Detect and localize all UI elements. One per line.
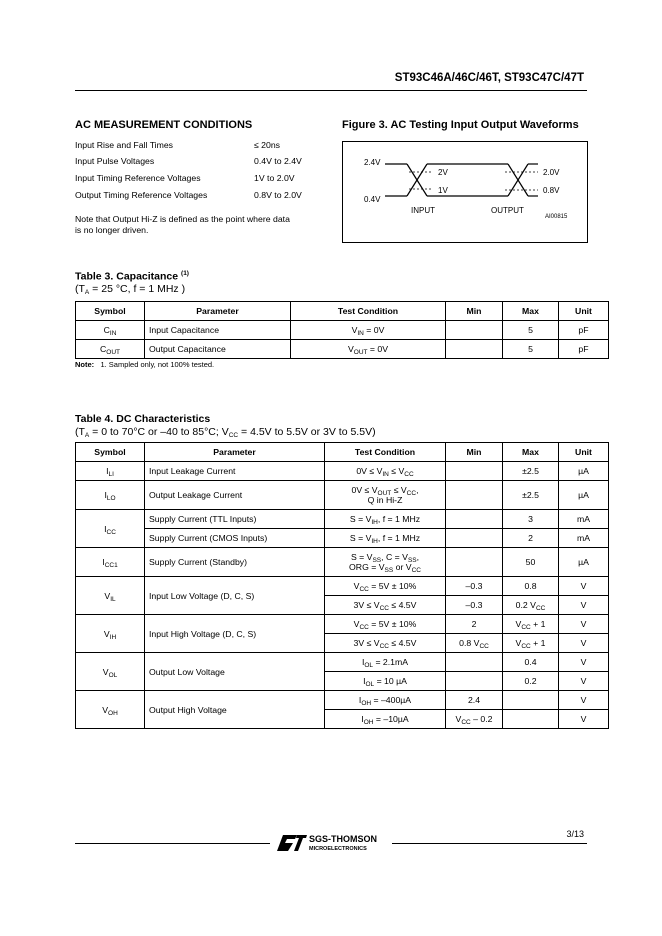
cell-unit: V — [559, 634, 609, 653]
input-ref-high-label: 2V — [438, 168, 448, 177]
table-row — [76, 691, 609, 710]
ac-condition-label: Input Rise and Fall Times — [75, 140, 174, 150]
cell-max: $V_{CC} + 1$ — [503, 634, 559, 653]
cell-unit: mA — [559, 529, 609, 548]
ac-condition-row — [75, 190, 335, 202]
ac-condition-value: 1V to 2.0V — [254, 173, 295, 183]
cell-min — [446, 548, 503, 577]
figure3-title: Figure 3. AC Testing Input Output Waveforms — [342, 119, 579, 131]
table-row — [76, 615, 609, 634]
cell-symbol: $I_{CC}$ — [76, 510, 145, 548]
dc-characteristics-table — [75, 442, 609, 729]
input-ref-low-label: 1V — [438, 186, 448, 195]
cell-test-condition: $I_{OH} = -400\mu A$ — [325, 691, 446, 710]
cell-min: –0.3 — [446, 596, 503, 615]
ac-condition-label: Input Timing Reference Voltages — [75, 173, 201, 183]
logo-top-text: SGS-THOMSON — [309, 834, 378, 844]
header-min: Min — [446, 302, 503, 321]
header-rule — [75, 90, 587, 91]
cell-parameter: Input Capacitance — [145, 321, 291, 340]
cell-symbol: $I_{LI}$ — [76, 462, 145, 481]
ac-condition-row — [75, 140, 335, 152]
cell-parameter: Output Capacitance — [145, 340, 291, 359]
company-logo — [275, 833, 387, 853]
cell-unit: V — [559, 596, 609, 615]
table-row — [76, 510, 609, 529]
cell-test-condition: $0V \le V_{IN} \le V_{CC}$ — [325, 462, 446, 481]
v-high-label: 2.4V — [364, 158, 381, 167]
cell-test-condition: $I_{OL} = 2.1mA$ — [325, 653, 446, 672]
cell-min — [446, 653, 503, 672]
cell-parameter: Input High Voltage (D, C, S) — [145, 615, 325, 653]
output-ref-low-label: 0.8V — [543, 186, 560, 195]
table3-note: Note: 1. Sampled only, not 100% tested. — [75, 360, 215, 369]
cell-unit: pF — [559, 340, 609, 359]
table3-title — [75, 270, 189, 283]
st-logo-icon — [275, 833, 387, 853]
cell-min: $V_{CC} - 0.2$ — [446, 710, 503, 729]
cell-unit: V — [559, 653, 609, 672]
header-unit: Unit — [559, 443, 609, 462]
cell-unit: V — [559, 710, 609, 729]
cell-test-condition: $V_{OUT} = 0V$ — [291, 340, 446, 359]
cell-unit: mA — [559, 510, 609, 529]
cell-test-condition: $V_{CC} = 5V \pm 10\%$ — [325, 615, 446, 634]
table-row — [76, 529, 609, 548]
v-low-label: 0.4V — [364, 195, 381, 204]
header-parameter: Parameter — [145, 302, 291, 321]
cell-unit: µA — [559, 481, 609, 510]
cell-max: ±2.5 — [503, 481, 559, 510]
cell-symbol: $V_{IL}$ — [76, 577, 145, 615]
cell-symbol: $C_{IN}$ — [76, 321, 145, 340]
cell-test-condition: $V_{IN} = 0V$ — [291, 321, 446, 340]
cell-max: ±2.5 — [503, 462, 559, 481]
table3-conditions: ($T_A = 25$ °C, f = 1 MHz ) — [75, 283, 186, 296]
ac-condition-value: ≤ 20ns — [254, 140, 281, 150]
header-test-condition: Test Condition — [325, 443, 446, 462]
table3-title-text: Table 3. Capacitance — [75, 270, 179, 283]
table-header-row — [76, 443, 609, 462]
logo-bottom-text: MICROELECTRONICS — [309, 846, 367, 852]
cell-parameter: Output Low Voltage — [145, 653, 325, 691]
hi-z-note — [75, 214, 290, 235]
cell-symbol: $V_{OH}$ — [76, 691, 145, 729]
cell-max: $V_{CC} + 1$ — [503, 615, 559, 634]
table-row — [76, 340, 609, 359]
cell-max: 0.2 — [503, 672, 559, 691]
cell-unit: V — [559, 672, 609, 691]
cell-min: 0.8 $V_{CC}$ — [446, 634, 503, 653]
ac-condition-value: 0.8V to 2.0V — [254, 190, 302, 200]
cell-parameter: Input Low Voltage (D, C, S) — [145, 577, 325, 615]
header-test-condition: Test Condition — [291, 302, 446, 321]
header-max: Max — [503, 302, 559, 321]
cell-min: 2 — [446, 615, 503, 634]
table-row — [76, 577, 609, 596]
cell-parameter: Supply Current (TTL Inputs) — [145, 510, 325, 529]
output-ref-high-label: 2.0V — [543, 168, 560, 177]
capacitance-table — [75, 301, 609, 359]
cell-max — [503, 691, 559, 710]
cell-test-condition: $0V \le V_{OUT} \le V_{CC}$, Q in Hi-Z — [325, 481, 446, 510]
cell-parameter: Input Leakage Current — [145, 462, 325, 481]
cell-max: 5 — [503, 340, 559, 359]
ac-condition-row — [75, 173, 335, 185]
cell-test-condition: $S = V_{IH}$, f = 1 MHz — [325, 529, 446, 548]
ac-condition-value: 0.4V to 2.4V — [254, 156, 302, 166]
cell-max: 2 — [503, 529, 559, 548]
hi-z-note-line: Note that Output Hi-Z is defined as the point where data — [75, 214, 290, 224]
ac-conditions-title: AC MEASUREMENT CONDITIONS — [75, 119, 253, 131]
cell-unit: µA — [559, 462, 609, 481]
cell-min — [446, 481, 503, 510]
figure-code: AI00815 — [545, 214, 568, 220]
cell-min — [446, 340, 503, 359]
cell-min — [446, 321, 503, 340]
cell-symbol: $I_{CC1}$ — [76, 548, 145, 577]
cell-test-condition: $I_{OL} = 10$ µA — [325, 672, 446, 691]
cell-min — [446, 672, 503, 691]
cell-unit: V — [559, 615, 609, 634]
cell-test-condition: $3V \le V_{CC} \le 4.5V$ — [325, 634, 446, 653]
table-row — [76, 481, 609, 510]
table4-title: Table 4. DC Characteristics — [75, 413, 211, 425]
page-header-title: ST93C46A/46C/46T, ST93C47C/47T — [394, 72, 584, 84]
header-min: Min — [446, 443, 503, 462]
cell-max: 3 — [503, 510, 559, 529]
cell-unit: µA — [559, 548, 609, 577]
cell-unit: V — [559, 577, 609, 596]
cell-min: 2.4 — [446, 691, 503, 710]
waveform-diagram — [343, 142, 587, 242]
table-header-row — [76, 302, 609, 321]
cell-max — [503, 710, 559, 729]
cell-min: –0.3 — [446, 577, 503, 596]
cell-min — [446, 510, 503, 529]
header-max: Max — [503, 443, 559, 462]
ac-condition-label: Input Pulse Voltages — [75, 156, 155, 166]
ac-condition-label: Output Timing Reference Voltages — [75, 190, 208, 200]
cell-max: 0.2 $V_{CC}$ — [503, 596, 559, 615]
hi-z-note-line: is no longer driven. — [75, 224, 149, 235]
header-symbol: Symbol — [76, 302, 145, 321]
cell-test-condition: $3V \le V_{CC} \le 4.5V$ — [325, 596, 446, 615]
cell-parameter: Supply Current (Standby) — [145, 548, 325, 577]
cell-unit: V — [559, 691, 609, 710]
cell-symbol: $I_{LO}$ — [76, 481, 145, 510]
table-row — [76, 548, 609, 577]
cell-min — [446, 462, 503, 481]
cell-max: 0.8 — [503, 577, 559, 596]
input-waveform-label: INPUT — [411, 206, 435, 215]
cell-test-condition: $I_{OH} = -10\mu A$ — [325, 710, 446, 729]
cell-symbol: $V_{IH}$ — [76, 615, 145, 653]
cell-test-condition: $V_{CC} = 5V \pm 10\%$ — [325, 577, 446, 596]
cell-symbol: $V_{OL}$ — [76, 653, 145, 691]
header-symbol: Symbol — [76, 443, 145, 462]
cell-symbol: $C_{OUT}$ — [76, 340, 145, 359]
table-row — [76, 321, 609, 340]
cell-unit: pF — [559, 321, 609, 340]
page-number: 3/13 — [566, 829, 584, 839]
output-waveform-label: OUTPUT — [491, 206, 524, 215]
cell-test-condition: $S = V_{SS}$, $C = V_{SS}$, ORG = $V_{SS}$ or $V_{CC}$ — [325, 548, 446, 577]
cell-parameter: Output Leakage Current — [145, 481, 325, 510]
footer-rule-right — [392, 843, 587, 844]
table-row — [76, 653, 609, 672]
table-row — [76, 462, 609, 481]
cell-max: 0.4 — [503, 653, 559, 672]
cell-max: 50 — [503, 548, 559, 577]
table4-conditions: ($T_A = 0$ to 70°C or –40 to 85°C; $V_{CC} = 4.5V$ to 5.5V or 3V to 5.5V) — [75, 426, 376, 439]
header-unit: Unit — [559, 302, 609, 321]
header-parameter: Parameter — [145, 443, 325, 462]
table3-footnote-ref: (1) — [181, 270, 189, 277]
cell-parameter: Output High Voltage — [145, 691, 325, 729]
cell-parameter: Supply Current (CMOS Inputs) — [145, 529, 325, 548]
cell-min — [446, 529, 503, 548]
figure3-waveform-box — [342, 141, 588, 243]
footer-rule-left — [75, 843, 270, 844]
cell-test-condition: $S = V_{IH}$, f = 1 MHz — [325, 510, 446, 529]
cell-max: 5 — [503, 321, 559, 340]
ac-condition-row — [75, 156, 335, 168]
